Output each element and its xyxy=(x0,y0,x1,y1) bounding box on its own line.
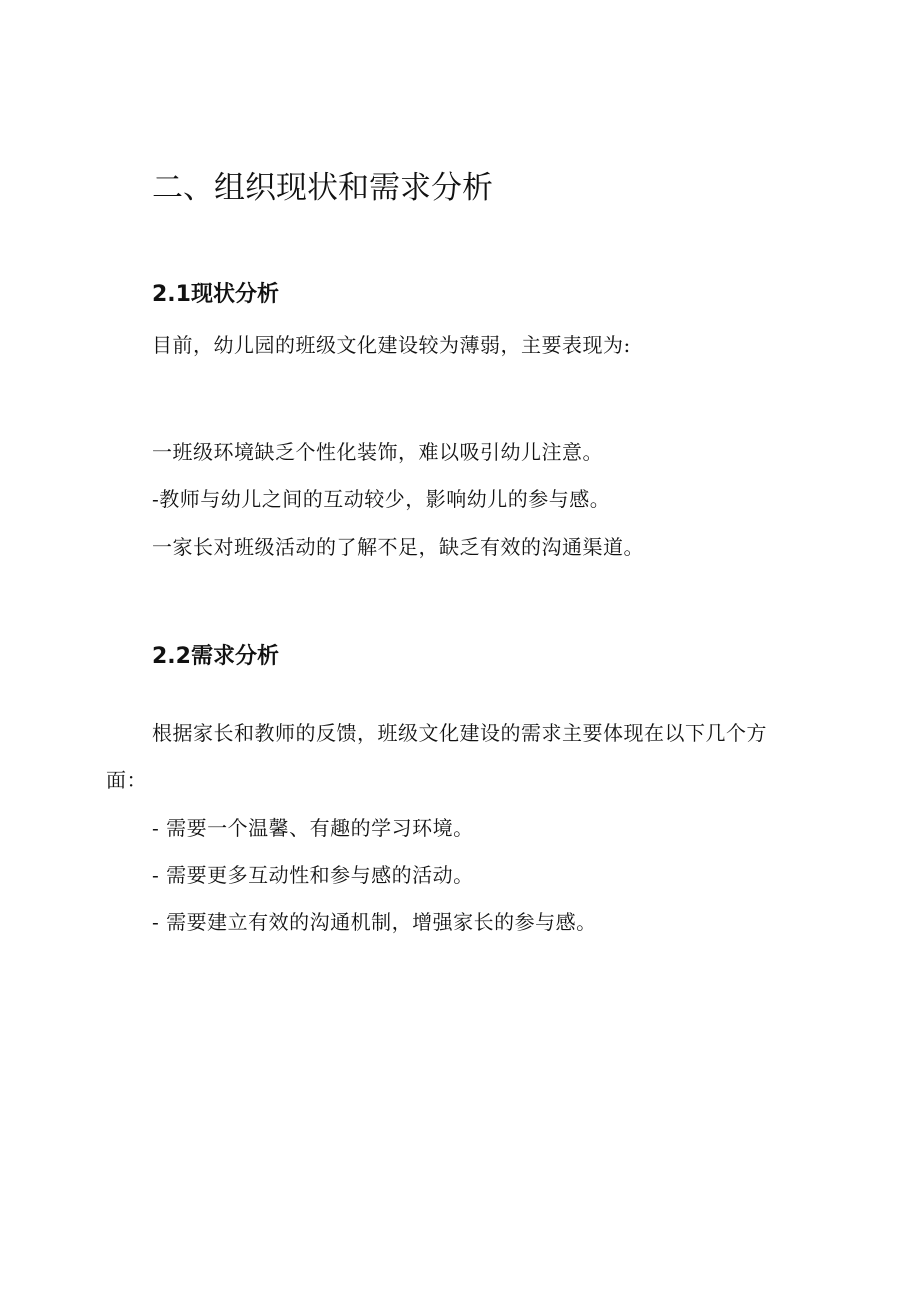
needs-list-item: - 需要一个温馨、有趣的学习环境。 xyxy=(152,816,474,840)
needs-list-item: - 需要建立有效的沟通机制，增强家长的参与感。 xyxy=(152,910,597,934)
needs-intro-paragraph-continued: 面： xyxy=(106,768,147,792)
needs-intro-paragraph: 根据家长和教师的反馈，班级文化建设的需求主要体现在以下几个方 xyxy=(152,721,767,745)
current-list-item: 一班级环境缺乏个性化装饰，难以吸引幼儿注意。 xyxy=(152,440,603,464)
subsection-heading-current: 2.1现状分析 xyxy=(152,282,279,307)
needs-list-item: - 需要更多互动性和参与感的活动。 xyxy=(152,863,474,887)
current-list-item: -教师与幼儿之间的互动较少，影响幼儿的参与感。 xyxy=(152,487,611,511)
section-title: 二、组织现状和需求分析 xyxy=(152,170,493,206)
current-list-item: 一家长对班级活动的了解不足，缺乏有效的沟通渠道。 xyxy=(152,535,644,559)
current-intro-paragraph: 目前，幼儿园的班级文化建设较为薄弱，主要表现为: xyxy=(152,333,631,357)
subsection-heading-needs: 2.2需求分析 xyxy=(152,644,279,669)
